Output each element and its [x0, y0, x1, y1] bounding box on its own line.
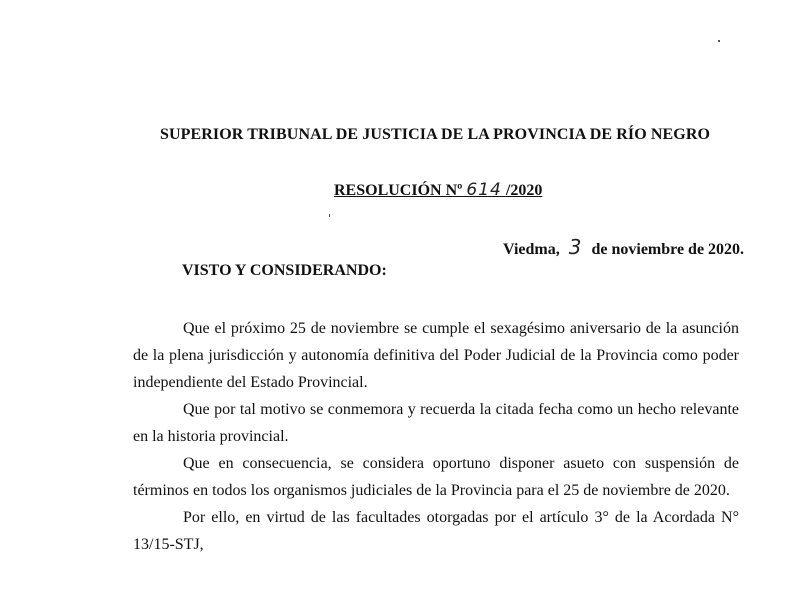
date-day-handwritten: 3: [568, 235, 583, 259]
paragraph-1: Que el próximo 25 de noviembre se cumple el sexagésimo aniversario de la asunción de la plena jurisdicción y autonomía definitiva del Poder Judicial de la Provincia como poder independiente del Estado Provincial.: [133, 320, 739, 391]
paragraph-4: Por ello, en virtud de las facultades otorgadas por el artículo 3° de la Acordada N° 13/15-STJ,: [133, 509, 739, 553]
paragraph-3: Que en consecuencia, se considera oportuno disponer asueto con suspensión de términos en todos los organismos judiciales de la Provincia para el 25 de noviembre de 2020.: [133, 455, 739, 499]
court-title: SUPERIOR TRIBUNAL DE JUSTICIA DE LA PROVINCIA DE RÍO NEGRO: [159, 126, 711, 143]
date-rest: de noviembre de 2020.: [591, 241, 745, 258]
paragraph-2: Que por tal motivo se conmemora y recuerda la citada fecha como un hecho relevante en la historia provincial.: [133, 401, 739, 445]
resolution-number-handwritten: 614: [466, 180, 502, 200]
date-place: Viedma,: [503, 241, 560, 258]
resolution-year: /2020: [505, 182, 543, 199]
section-heading: VISTO Y CONSIDERANDO:: [182, 262, 387, 279]
scan-speck: [329, 214, 330, 217]
resolution-prefix: RESOLUCIÓN Nº: [334, 182, 463, 199]
scan-speck: [718, 40, 720, 42]
date-line: [503, 235, 744, 259]
resolution-line: [334, 180, 542, 200]
